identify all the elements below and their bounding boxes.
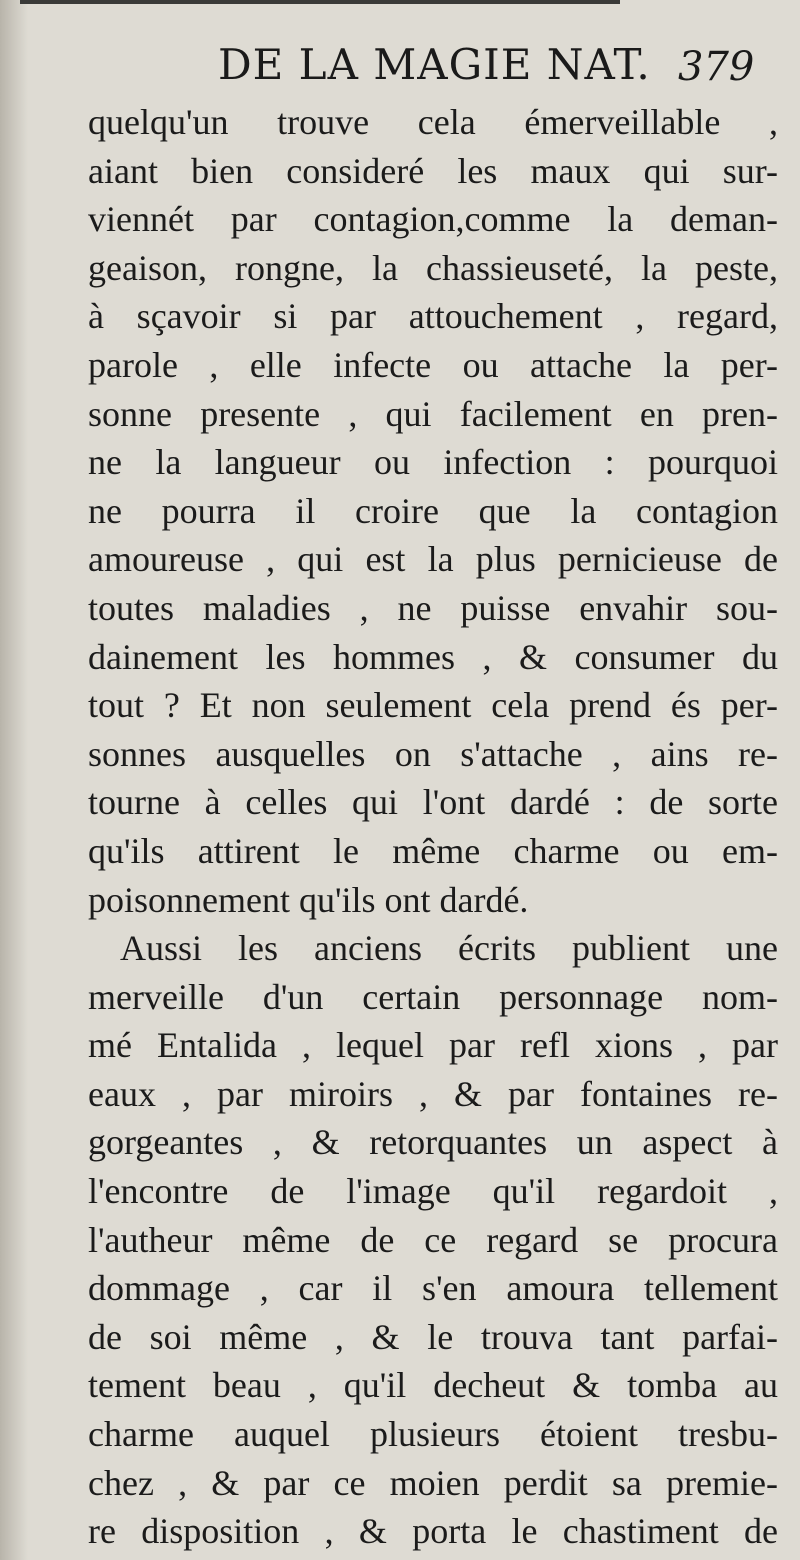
text-line: l'encontre de l'image qu'il regardoit , — [88, 1171, 778, 1212]
text-line: gorgeantes , & retorquantes un aspect à — [88, 1122, 778, 1163]
text-line: charme auquel plusieurs étoient tresbu- — [88, 1414, 778, 1455]
paragraph-end-line: poisonnement qu'ils ont dardé. — [88, 879, 529, 920]
page-number: 379 — [678, 44, 755, 90]
body-text — [88, 98, 778, 1556]
text-line: aiant bien consideré les maux qui sur- — [88, 150, 778, 191]
text-line: amoureuse , qui est la plus pernicieuse de — [88, 539, 778, 580]
text-line: sonnes ausquelles on s'attache , ains re- — [88, 733, 778, 774]
text-line: ne pourra il croire que la contagion — [88, 490, 778, 531]
text-line: mé Entalida , lequel par refl xions , par — [88, 1025, 778, 1066]
text-line: dainement les hommes , & consumer du — [88, 636, 778, 677]
text-line: sonne presente , qui facilement en pren- — [88, 393, 778, 434]
text-line: quelqu'un trouve cela émerveillable , — [88, 102, 778, 142]
text-line: merveille d'un certain personnage nom- — [88, 976, 778, 1017]
text-line: parole , elle infecte ou attache la per- — [88, 344, 778, 385]
text-line: tout ? Et non seulement cela prend és per- — [88, 685, 778, 726]
text-line: l'autheur même de ce regard se procura — [88, 1219, 778, 1260]
page-top-edge — [20, 0, 620, 4]
text-line: ne la langueur ou infection : pourquoi — [88, 442, 778, 483]
text-line: re disposition , & porta le chastiment de — [88, 1511, 778, 1552]
text-line: qu'ils attirent le même charme ou em- — [88, 830, 778, 871]
text-line: tement beau , qu'il decheut & tomba au — [88, 1365, 778, 1406]
page-gutter-shadow — [0, 0, 28, 1560]
text-line: eaux , par miroirs , & par fontaines re- — [88, 1073, 778, 1114]
text-line: viennét par contagion,comme la deman- — [88, 199, 778, 240]
page-header — [88, 40, 778, 100]
text-line: dommage , car il s'en amoura tellement — [88, 1268, 778, 1309]
paragraph-start-line: Aussi les anciens écrits publient une — [120, 928, 778, 969]
text-line: tourne à celles qui l'ont dardé : de sorte — [88, 782, 778, 823]
running-head: DE LA MAGIE NAT. — [218, 40, 651, 89]
text-line: geaison, rongne, la chassieuseté, la peste, — [88, 247, 778, 288]
text-line: toutes maladies , ne puisse envahir sou- — [88, 587, 778, 628]
text-line: chez , & par ce moien perdit sa premie- — [88, 1462, 778, 1503]
text-line: de soi même , & le trouva tant parfai- — [88, 1316, 778, 1357]
text-line: à sçavoir si par attouchement , regard, — [88, 296, 778, 337]
